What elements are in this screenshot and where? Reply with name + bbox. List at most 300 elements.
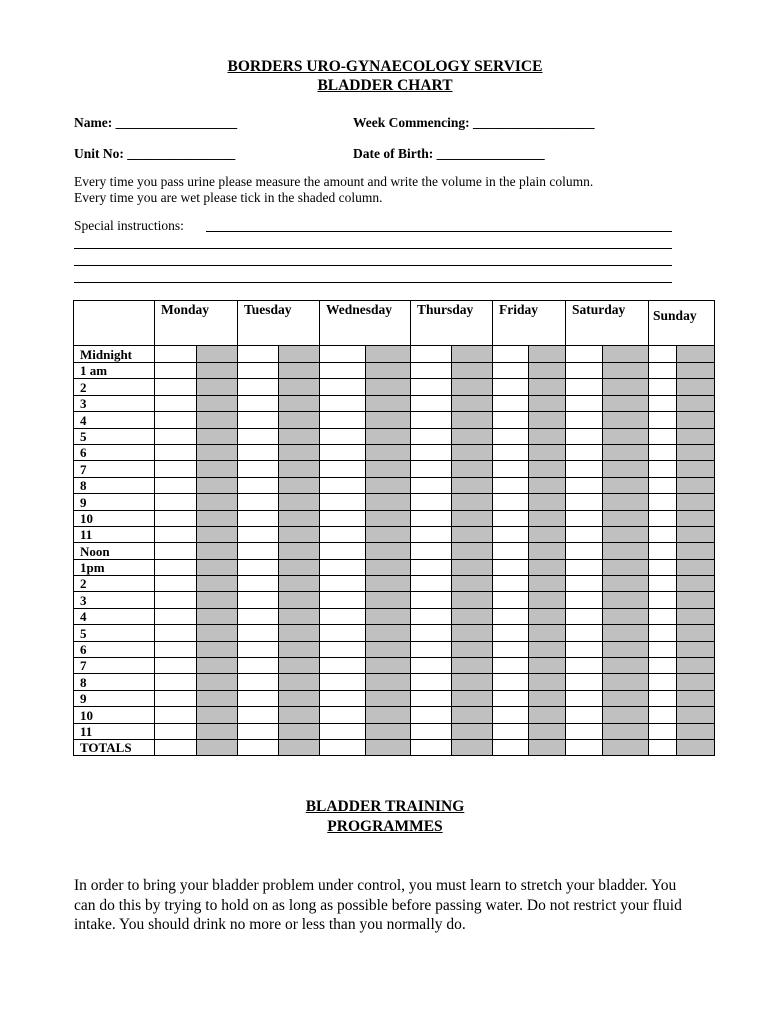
volume-cell[interactable] (155, 543, 197, 559)
special-instructions-line-2[interactable] (74, 248, 672, 249)
wet-tick-cell[interactable] (529, 444, 566, 460)
wet-tick-cell[interactable] (677, 510, 715, 526)
volume-cell[interactable] (155, 690, 197, 706)
wet-tick-cell[interactable] (677, 739, 715, 755)
wet-tick-cell[interactable] (529, 494, 566, 510)
volume-cell[interactable] (649, 592, 677, 608)
wet-tick-cell[interactable] (279, 346, 320, 363)
volume-cell[interactable] (649, 543, 677, 559)
volume-cell[interactable] (155, 428, 197, 444)
wet-tick-cell[interactable] (366, 346, 411, 363)
wet-tick-cell[interactable] (197, 625, 238, 641)
volume-cell[interactable] (320, 625, 366, 641)
volume-cell[interactable] (493, 608, 529, 624)
volume-cell[interactable] (320, 690, 366, 706)
volume-cell[interactable] (493, 477, 529, 493)
volume-cell[interactable] (155, 625, 197, 641)
volume-cell[interactable] (155, 641, 197, 657)
wet-tick-cell[interactable] (366, 363, 411, 379)
wet-tick-cell[interactable] (677, 526, 715, 542)
wet-tick-cell[interactable] (279, 658, 320, 674)
wet-tick-cell[interactable] (529, 707, 566, 723)
wet-tick-cell[interactable] (529, 658, 566, 674)
wet-tick-cell[interactable] (366, 625, 411, 641)
wet-tick-cell[interactable] (529, 641, 566, 657)
volume-cell[interactable] (238, 395, 279, 411)
wet-tick-cell[interactable] (197, 576, 238, 592)
volume-cell[interactable] (493, 592, 529, 608)
wet-tick-cell[interactable] (452, 379, 493, 395)
volume-cell[interactable] (320, 444, 366, 460)
volume-cell[interactable] (238, 444, 279, 460)
wet-tick-cell[interactable] (529, 461, 566, 477)
volume-cell[interactable] (320, 592, 366, 608)
volume-cell[interactable] (155, 412, 197, 428)
wet-tick-cell[interactable] (603, 674, 649, 690)
wet-tick-cell[interactable] (529, 723, 566, 739)
wet-tick-cell[interactable] (603, 625, 649, 641)
wet-tick-cell[interactable] (197, 379, 238, 395)
volume-cell[interactable] (320, 428, 366, 444)
wet-tick-cell[interactable] (366, 526, 411, 542)
wet-tick-cell[interactable] (279, 510, 320, 526)
wet-tick-cell[interactable] (452, 559, 493, 575)
wet-tick-cell[interactable] (529, 592, 566, 608)
volume-cell[interactable] (411, 690, 452, 706)
volume-cell[interactable] (566, 346, 603, 363)
wet-tick-cell[interactable] (452, 494, 493, 510)
special-instructions-line-3[interactable] (74, 265, 672, 266)
wet-tick-cell[interactable] (366, 379, 411, 395)
wet-tick-cell[interactable] (603, 559, 649, 575)
wet-tick-cell[interactable] (677, 444, 715, 460)
volume-cell[interactable] (566, 592, 603, 608)
wet-tick-cell[interactable] (197, 641, 238, 657)
wet-tick-cell[interactable] (279, 412, 320, 428)
volume-cell[interactable] (649, 412, 677, 428)
wet-tick-cell[interactable] (366, 444, 411, 460)
volume-cell[interactable] (649, 723, 677, 739)
special-instructions-line-4[interactable] (74, 282, 672, 283)
wet-tick-cell[interactable] (197, 543, 238, 559)
wet-tick-cell[interactable] (452, 658, 493, 674)
wet-tick-cell[interactable] (452, 723, 493, 739)
wet-tick-cell[interactable] (529, 395, 566, 411)
wet-tick-cell[interactable] (677, 461, 715, 477)
wet-tick-cell[interactable] (529, 543, 566, 559)
wet-tick-cell[interactable] (603, 363, 649, 379)
wet-tick-cell[interactable] (197, 477, 238, 493)
volume-cell[interactable] (238, 690, 279, 706)
volume-cell[interactable] (493, 723, 529, 739)
volume-cell[interactable] (411, 494, 452, 510)
volume-cell[interactable] (566, 576, 603, 592)
volume-cell[interactable] (155, 395, 197, 411)
wet-tick-cell[interactable] (279, 477, 320, 493)
volume-cell[interactable] (411, 641, 452, 657)
volume-cell[interactable] (411, 477, 452, 493)
wet-tick-cell[interactable] (529, 346, 566, 363)
volume-cell[interactable] (238, 641, 279, 657)
volume-cell[interactable] (238, 494, 279, 510)
wet-tick-cell[interactable] (197, 510, 238, 526)
volume-cell[interactable] (411, 510, 452, 526)
volume-cell[interactable] (155, 576, 197, 592)
wet-tick-cell[interactable] (279, 608, 320, 624)
volume-cell[interactable] (411, 379, 452, 395)
volume-cell[interactable] (411, 625, 452, 641)
wet-tick-cell[interactable] (529, 379, 566, 395)
volume-cell[interactable] (238, 608, 279, 624)
volume-cell[interactable] (493, 674, 529, 690)
volume-cell[interactable] (493, 658, 529, 674)
volume-cell[interactable] (320, 363, 366, 379)
volume-cell[interactable] (566, 543, 603, 559)
wet-tick-cell[interactable] (279, 674, 320, 690)
volume-cell[interactable] (155, 739, 197, 755)
volume-cell[interactable] (320, 559, 366, 575)
volume-cell[interactable] (566, 379, 603, 395)
wet-tick-cell[interactable] (603, 444, 649, 460)
volume-cell[interactable] (493, 428, 529, 444)
wet-tick-cell[interactable] (366, 576, 411, 592)
volume-cell[interactable] (493, 576, 529, 592)
volume-cell[interactable] (155, 379, 197, 395)
wet-tick-cell[interactable] (197, 674, 238, 690)
wet-tick-cell[interactable] (603, 739, 649, 755)
volume-cell[interactable] (155, 592, 197, 608)
wet-tick-cell[interactable] (529, 625, 566, 641)
wet-tick-cell[interactable] (366, 461, 411, 477)
volume-cell[interactable] (566, 707, 603, 723)
volume-cell[interactable] (566, 428, 603, 444)
volume-cell[interactable] (649, 559, 677, 575)
wet-tick-cell[interactable] (677, 494, 715, 510)
wet-tick-cell[interactable] (279, 428, 320, 444)
volume-cell[interactable] (493, 543, 529, 559)
wet-tick-cell[interactable] (603, 510, 649, 526)
wet-tick-cell[interactable] (197, 592, 238, 608)
volume-cell[interactable] (155, 526, 197, 542)
volume-cell[interactable] (493, 625, 529, 641)
wet-tick-cell[interactable] (366, 641, 411, 657)
volume-cell[interactable] (411, 346, 452, 363)
wet-tick-cell[interactable] (279, 559, 320, 575)
volume-cell[interactable] (238, 428, 279, 444)
volume-cell[interactable] (493, 641, 529, 657)
volume-cell[interactable] (649, 658, 677, 674)
wet-tick-cell[interactable] (197, 428, 238, 444)
volume-cell[interactable] (411, 363, 452, 379)
wet-tick-cell[interactable] (366, 739, 411, 755)
volume-cell[interactable] (155, 494, 197, 510)
wet-tick-cell[interactable] (677, 543, 715, 559)
wet-tick-cell[interactable] (677, 592, 715, 608)
volume-cell[interactable] (411, 428, 452, 444)
volume-cell[interactable] (411, 461, 452, 477)
volume-cell[interactable] (411, 608, 452, 624)
wet-tick-cell[interactable] (366, 395, 411, 411)
volume-cell[interactable] (238, 363, 279, 379)
volume-cell[interactable] (155, 363, 197, 379)
wet-tick-cell[interactable] (279, 576, 320, 592)
wet-tick-cell[interactable] (677, 428, 715, 444)
wet-tick-cell[interactable] (197, 346, 238, 363)
volume-cell[interactable] (320, 395, 366, 411)
volume-cell[interactable] (411, 559, 452, 575)
volume-cell[interactable] (566, 723, 603, 739)
wet-tick-cell[interactable] (279, 444, 320, 460)
wet-tick-cell[interactable] (529, 559, 566, 575)
wet-tick-cell[interactable] (452, 346, 493, 363)
wet-tick-cell[interactable] (279, 625, 320, 641)
volume-cell[interactable] (566, 510, 603, 526)
wet-tick-cell[interactable] (197, 444, 238, 460)
wet-tick-cell[interactable] (603, 592, 649, 608)
wet-tick-cell[interactable] (452, 428, 493, 444)
volume-cell[interactable] (649, 707, 677, 723)
wet-tick-cell[interactable] (197, 461, 238, 477)
wet-tick-cell[interactable] (197, 494, 238, 510)
wet-tick-cell[interactable] (279, 592, 320, 608)
volume-cell[interactable] (320, 658, 366, 674)
volume-cell[interactable] (320, 723, 366, 739)
volume-cell[interactable] (566, 674, 603, 690)
volume-cell[interactable] (566, 444, 603, 460)
wet-tick-cell[interactable] (677, 641, 715, 657)
volume-cell[interactable] (411, 658, 452, 674)
wet-tick-cell[interactable] (366, 494, 411, 510)
volume-cell[interactable] (238, 477, 279, 493)
week-commencing-field[interactable]: Week Commencing: __________________ (353, 115, 595, 130)
volume-cell[interactable] (649, 461, 677, 477)
wet-tick-cell[interactable] (452, 707, 493, 723)
volume-cell[interactable] (411, 723, 452, 739)
volume-cell[interactable] (411, 444, 452, 460)
volume-cell[interactable] (566, 641, 603, 657)
wet-tick-cell[interactable] (366, 412, 411, 428)
volume-cell[interactable] (155, 608, 197, 624)
wet-tick-cell[interactable] (452, 690, 493, 706)
volume-cell[interactable] (238, 674, 279, 690)
wet-tick-cell[interactable] (452, 641, 493, 657)
volume-cell[interactable] (320, 576, 366, 592)
volume-cell[interactable] (320, 674, 366, 690)
wet-tick-cell[interactable] (279, 526, 320, 542)
volume-cell[interactable] (320, 641, 366, 657)
volume-cell[interactable] (566, 412, 603, 428)
wet-tick-cell[interactable] (452, 674, 493, 690)
wet-tick-cell[interactable] (529, 674, 566, 690)
wet-tick-cell[interactable] (197, 690, 238, 706)
wet-tick-cell[interactable] (197, 739, 238, 755)
wet-tick-cell[interactable] (197, 608, 238, 624)
wet-tick-cell[interactable] (452, 608, 493, 624)
name-field[interactable]: Name: __________________ (74, 115, 238, 130)
wet-tick-cell[interactable] (529, 477, 566, 493)
volume-cell[interactable] (649, 526, 677, 542)
wet-tick-cell[interactable] (603, 477, 649, 493)
volume-cell[interactable] (238, 576, 279, 592)
wet-tick-cell[interactable] (452, 510, 493, 526)
volume-cell[interactable] (155, 707, 197, 723)
volume-cell[interactable] (155, 444, 197, 460)
volume-cell[interactable] (238, 625, 279, 641)
volume-cell[interactable] (566, 559, 603, 575)
wet-tick-cell[interactable] (452, 363, 493, 379)
volume-cell[interactable] (566, 461, 603, 477)
volume-cell[interactable] (155, 461, 197, 477)
volume-cell[interactable] (493, 379, 529, 395)
volume-cell[interactable] (493, 494, 529, 510)
volume-cell[interactable] (649, 379, 677, 395)
volume-cell[interactable] (238, 346, 279, 363)
wet-tick-cell[interactable] (603, 428, 649, 444)
wet-tick-cell[interactable] (279, 395, 320, 411)
wet-tick-cell[interactable] (452, 576, 493, 592)
wet-tick-cell[interactable] (452, 477, 493, 493)
volume-cell[interactable] (320, 379, 366, 395)
volume-cell[interactable] (238, 592, 279, 608)
wet-tick-cell[interactable] (197, 526, 238, 542)
volume-cell[interactable] (238, 510, 279, 526)
volume-cell[interactable] (238, 707, 279, 723)
wet-tick-cell[interactable] (279, 641, 320, 657)
volume-cell[interactable] (411, 576, 452, 592)
volume-cell[interactable] (566, 494, 603, 510)
volume-cell[interactable] (493, 739, 529, 755)
volume-cell[interactable] (238, 526, 279, 542)
wet-tick-cell[interactable] (366, 592, 411, 608)
volume-cell[interactable] (493, 346, 529, 363)
volume-cell[interactable] (238, 379, 279, 395)
wet-tick-cell[interactable] (366, 707, 411, 723)
volume-cell[interactable] (493, 461, 529, 477)
volume-cell[interactable] (155, 723, 197, 739)
volume-cell[interactable] (493, 707, 529, 723)
wet-tick-cell[interactable] (279, 739, 320, 755)
wet-tick-cell[interactable] (197, 559, 238, 575)
volume-cell[interactable] (320, 543, 366, 559)
wet-tick-cell[interactable] (452, 444, 493, 460)
wet-tick-cell[interactable] (279, 543, 320, 559)
volume-cell[interactable] (566, 690, 603, 706)
wet-tick-cell[interactable] (677, 658, 715, 674)
volume-cell[interactable] (155, 559, 197, 575)
volume-cell[interactable] (493, 559, 529, 575)
volume-cell[interactable] (566, 363, 603, 379)
volume-cell[interactable] (493, 690, 529, 706)
wet-tick-cell[interactable] (197, 363, 238, 379)
volume-cell[interactable] (320, 608, 366, 624)
wet-tick-cell[interactable] (279, 723, 320, 739)
volume-cell[interactable] (411, 674, 452, 690)
volume-cell[interactable] (649, 444, 677, 460)
volume-cell[interactable] (320, 494, 366, 510)
wet-tick-cell[interactable] (529, 363, 566, 379)
volume-cell[interactable] (411, 739, 452, 755)
wet-tick-cell[interactable] (279, 494, 320, 510)
volume-cell[interactable] (649, 428, 677, 444)
volume-cell[interactable] (155, 477, 197, 493)
unit-no-field[interactable]: Unit No: ________________ (74, 146, 236, 161)
volume-cell[interactable] (411, 592, 452, 608)
volume-cell[interactable] (566, 625, 603, 641)
wet-tick-cell[interactable] (279, 363, 320, 379)
wet-tick-cell[interactable] (677, 346, 715, 363)
wet-tick-cell[interactable] (603, 658, 649, 674)
wet-tick-cell[interactable] (366, 559, 411, 575)
volume-cell[interactable] (566, 526, 603, 542)
wet-tick-cell[interactable] (677, 625, 715, 641)
wet-tick-cell[interactable] (603, 723, 649, 739)
wet-tick-cell[interactable] (603, 395, 649, 411)
wet-tick-cell[interactable] (452, 395, 493, 411)
wet-tick-cell[interactable] (603, 461, 649, 477)
volume-cell[interactable] (320, 461, 366, 477)
volume-cell[interactable] (155, 510, 197, 526)
volume-cell[interactable] (493, 510, 529, 526)
wet-tick-cell[interactable] (452, 526, 493, 542)
wet-tick-cell[interactable] (452, 543, 493, 559)
wet-tick-cell[interactable] (366, 543, 411, 559)
volume-cell[interactable] (155, 674, 197, 690)
volume-cell[interactable] (649, 346, 677, 363)
wet-tick-cell[interactable] (529, 576, 566, 592)
wet-tick-cell[interactable] (603, 641, 649, 657)
wet-tick-cell[interactable] (279, 461, 320, 477)
wet-tick-cell[interactable] (603, 379, 649, 395)
wet-tick-cell[interactable] (529, 690, 566, 706)
volume-cell[interactable] (411, 543, 452, 559)
volume-cell[interactable] (238, 559, 279, 575)
wet-tick-cell[interactable] (603, 608, 649, 624)
wet-tick-cell[interactable] (452, 625, 493, 641)
volume-cell[interactable] (493, 444, 529, 460)
wet-tick-cell[interactable] (529, 428, 566, 444)
wet-tick-cell[interactable] (366, 510, 411, 526)
volume-cell[interactable] (238, 412, 279, 428)
wet-tick-cell[interactable] (279, 707, 320, 723)
volume-cell[interactable] (238, 739, 279, 755)
volume-cell[interactable] (649, 477, 677, 493)
wet-tick-cell[interactable] (677, 690, 715, 706)
wet-tick-cell[interactable] (279, 690, 320, 706)
volume-cell[interactable] (320, 510, 366, 526)
wet-tick-cell[interactable] (452, 412, 493, 428)
volume-cell[interactable] (566, 739, 603, 755)
volume-cell[interactable] (566, 395, 603, 411)
wet-tick-cell[interactable] (677, 477, 715, 493)
volume-cell[interactable] (411, 412, 452, 428)
volume-cell[interactable] (649, 510, 677, 526)
wet-tick-cell[interactable] (366, 428, 411, 444)
wet-tick-cell[interactable] (197, 658, 238, 674)
wet-tick-cell[interactable] (452, 461, 493, 477)
wet-tick-cell[interactable] (529, 510, 566, 526)
volume-cell[interactable] (649, 739, 677, 755)
wet-tick-cell[interactable] (197, 707, 238, 723)
wet-tick-cell[interactable] (366, 690, 411, 706)
volume-cell[interactable] (493, 363, 529, 379)
volume-cell[interactable] (411, 707, 452, 723)
volume-cell[interactable] (320, 412, 366, 428)
wet-tick-cell[interactable] (603, 543, 649, 559)
volume-cell[interactable] (649, 363, 677, 379)
wet-tick-cell[interactable] (603, 412, 649, 428)
volume-cell[interactable] (238, 543, 279, 559)
wet-tick-cell[interactable] (677, 559, 715, 575)
